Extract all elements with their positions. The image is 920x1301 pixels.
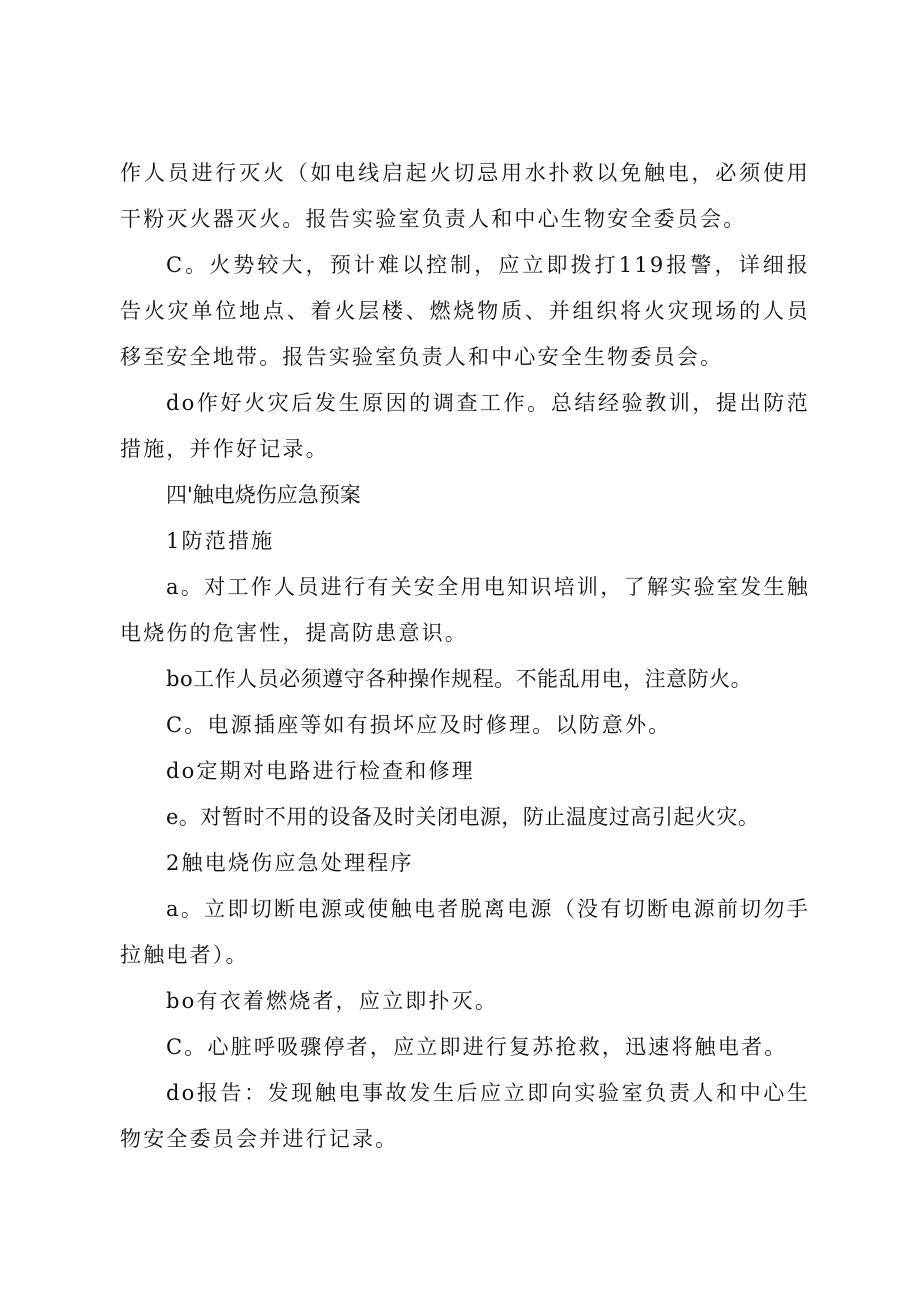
paragraph-electrical-safety-training: a。对工作人员进行有关安全用电知识培训，了解实验室发生触电烧伤的危害性，提高防患意识。 <box>120 575 810 645</box>
paragraph-fire-investigation: do作好火灾后发生原因的调查工作。总结经验教训，提出防范措施，并作好记录。 <box>120 391 810 461</box>
subheading-prevention-measures: 1防范措施 <box>166 529 275 553</box>
paragraph-power-off-unused: e。对暂时不用的设备及时关闭电源，防止温度过高引起火灾。 <box>166 805 760 829</box>
paragraph-extinguish-clothing: bo有衣着燃烧者，应立即扑灭。 <box>166 989 499 1013</box>
paragraph-cut-power: a。立即切断电源或使触电者脱离电源（没有切断电源前切勿手拉触电者）。 <box>120 897 810 967</box>
paragraph-repair-sockets: C。电源插座等如有损坏应及时修理。以防意外。 <box>166 713 672 737</box>
subheading-emergency-procedure: 2触电烧伤应急处理程序 <box>166 851 414 875</box>
paragraph-fire-extinguish-continuation: 作人员进行灭火（如电线启起火切忌用水扑救以免触电，必须使用干粉灭火器灭火。报告实验室负责人和中心生物安全委员会。 <box>120 161 810 231</box>
section-heading-electric-burn-plan: 四'触电烧伤应急预案 <box>166 483 361 507</box>
paragraph-inspect-circuits: do定期对电路进行检查和修理 <box>166 759 475 783</box>
paragraph-cpr: C。心脏呼吸骤停者，应立即进行复苏抢救，迅速将触电者。 <box>166 1035 788 1059</box>
paragraph-follow-procedures: bo工作人员必须遵守各种操作规程。不能乱用电，注意防火。 <box>166 667 753 691</box>
paragraph-fire-large-call-119: C。火势较大，预计难以控制，应立即拨打119报警，详细报告火灾单位地点、着火层楼、燃烧物质、并组织将火灾现场的人员移至安全地带。报告实验室负责人和中心安全生物委员会。 <box>120 253 810 369</box>
paragraph-report-incident: do报告：发现触电事故发生后应立即向实验室负责人和中心生物安全委员会并进行记录。 <box>120 1081 810 1151</box>
document-body <box>120 150 810 1162</box>
